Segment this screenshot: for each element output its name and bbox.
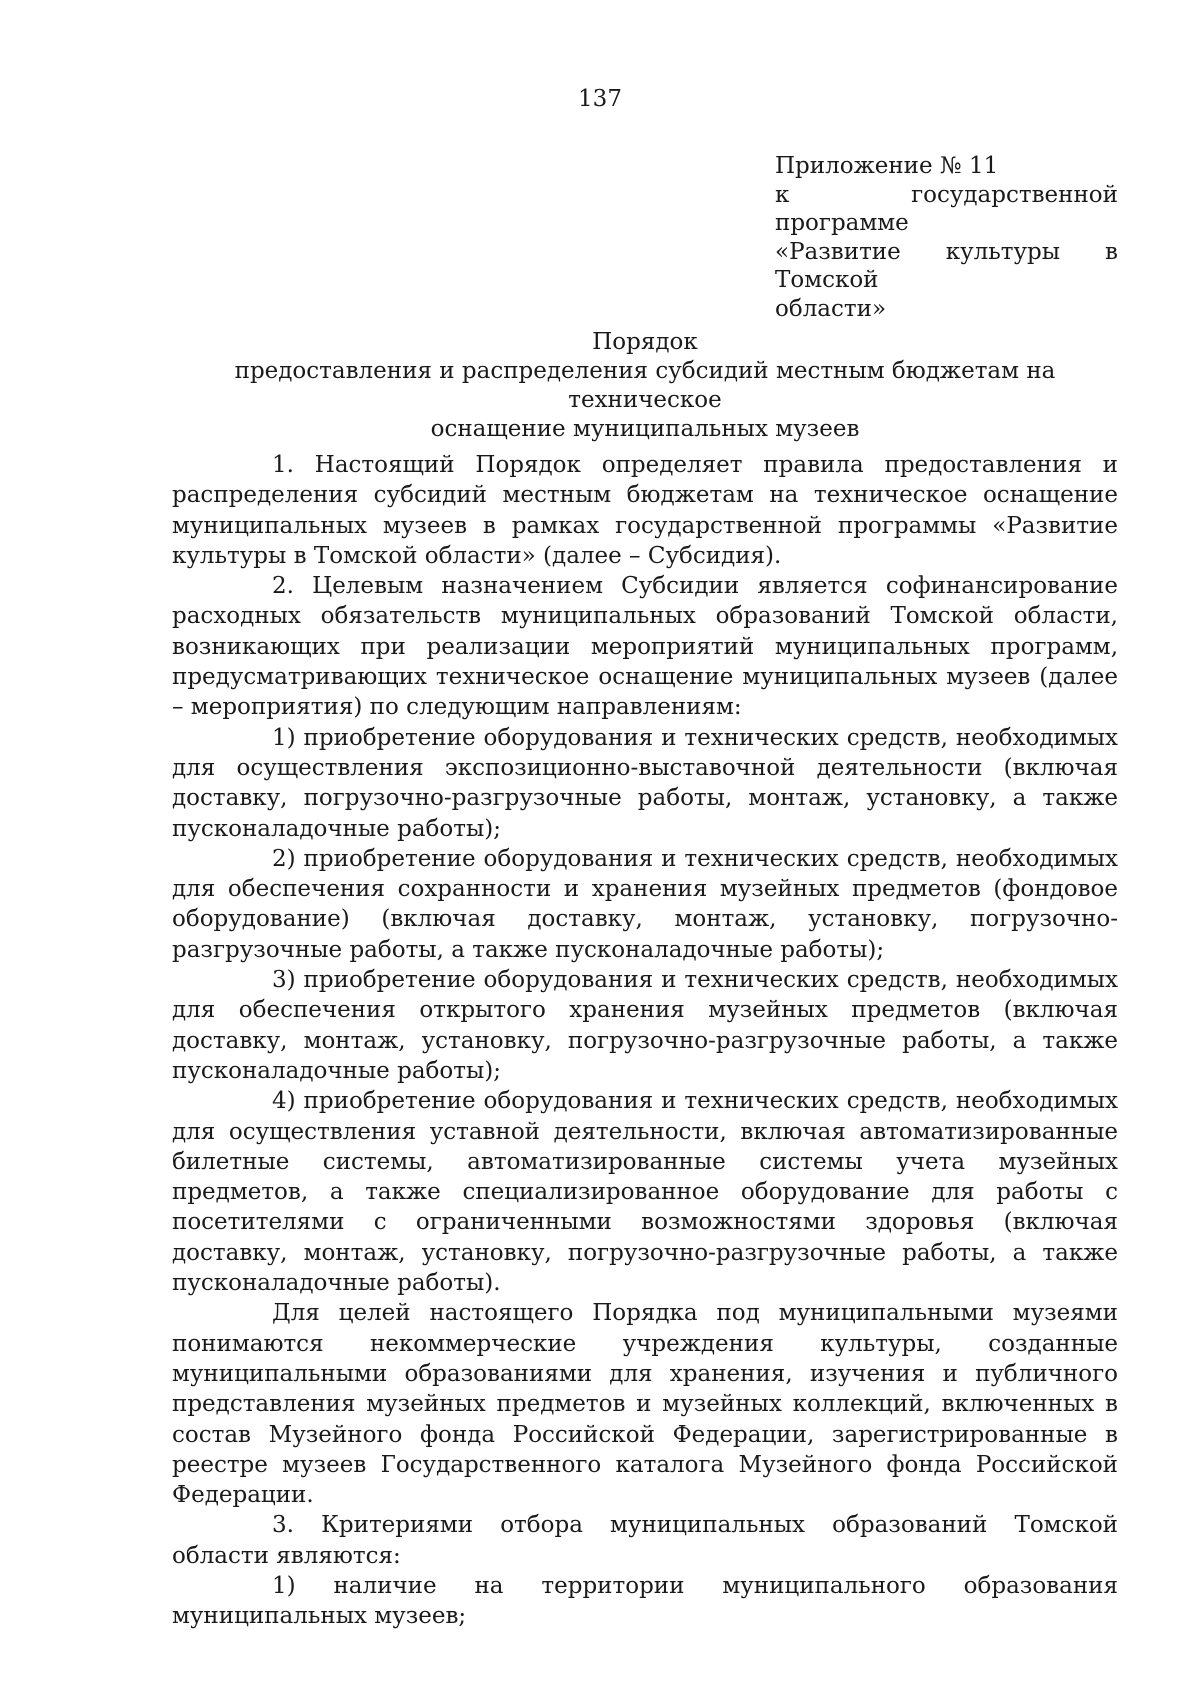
appendix-line: «Развитие культуры в Томской [775, 238, 1118, 293]
appendix-line: Приложение № 11 [775, 153, 999, 179]
list-item-3: 3) приобретение оборудования и технических средств, необходимых для обеспечения открытого хранения музейных предметов (включая доставку, монтаж, установку, погрузочно-разгрузочные работы, а также пусконаладочные работы); [172, 967, 1118, 1084]
list-item-1: 1) приобретение оборудования и технических средств, необходимых для осуществления экспозиционно-выставочной деятельности (включая доставку, погрузочно-разгрузочные работы, монтаж, установку, а также пусконаладочные работы); [172, 724, 1118, 842]
appendix-line: к государственной программе [775, 181, 1118, 236]
appendix-line: области» [775, 295, 887, 322]
paragraph-1: 1. Настоящий Порядок определяет правила предоставления и распределения субсидий местным бюджетам на техническое оснащение муниципальных музеев в рамках государственной программы «Развитие культуры в Томской области» (далее – Субсидия). [172, 452, 1118, 569]
document-title [172, 328, 1118, 444]
appendix-note [775, 152, 1118, 323]
list-item-2: 2) приобретение оборудования и технических средств, необходимых для обеспечения сохранности и хранения музейных предметов (фондовое оборудование) (включая доставку, монтаж, установку, погрузочно-разгрузочные работы, а также пусконаладочные работы); [172, 845, 1118, 963]
criteria-item-1: 1) наличие на территории муниципального образования муниципальных музеев; [172, 1572, 1118, 1630]
title-line: оснащение муниципальных музеев [430, 416, 860, 442]
page-number: 137 [578, 86, 622, 112]
list-item-4: 4) приобретение оборудования и технических средств, необходимых для осуществления уставной деятельности, включая автоматизированные билетные системы, автоматизированные системы учета музейных предметов, а также специализированное оборудование для работы с посетителями с ограниченными возможностями здоровья (включая доставку, монтаж, установку, погрузочно-разгрузочные работы, а также пусконаладочные работы). [172, 1088, 1118, 1297]
title-line: предоставления и распределения субсидий местным бюджетам на техническое [234, 358, 1056, 413]
definition-paragraph: Для целей настоящего Порядка под муниципальными музеями понимаются некоммерческие учреждения культуры, созданные муниципальными образованиями для хранения, изучения и публичного представления музейных предметов и музейных коллекций, включенных в состав Музейного фонда Российской Федерации, зарегистрированные в реестре музеев Государственного каталога Музейного фонда Российской Федерации. [172, 1300, 1118, 1509]
paragraph-2: 2. Целевым назначением Субсидии является софинансирование расходных обязательств муниципальных образований Томской области, возникающих при реализации мероприятий муниципальных программ, предусматривающих техническое оснащение муниципальных музеев (далее – мероприятия) по следующим направлениям: [172, 573, 1118, 721]
paragraph-3: 3. Критериями отбора муниципальных образований Томской области являются: [172, 1512, 1118, 1569]
title-heading: Порядок [592, 329, 698, 355]
document-body [172, 450, 1118, 1632]
